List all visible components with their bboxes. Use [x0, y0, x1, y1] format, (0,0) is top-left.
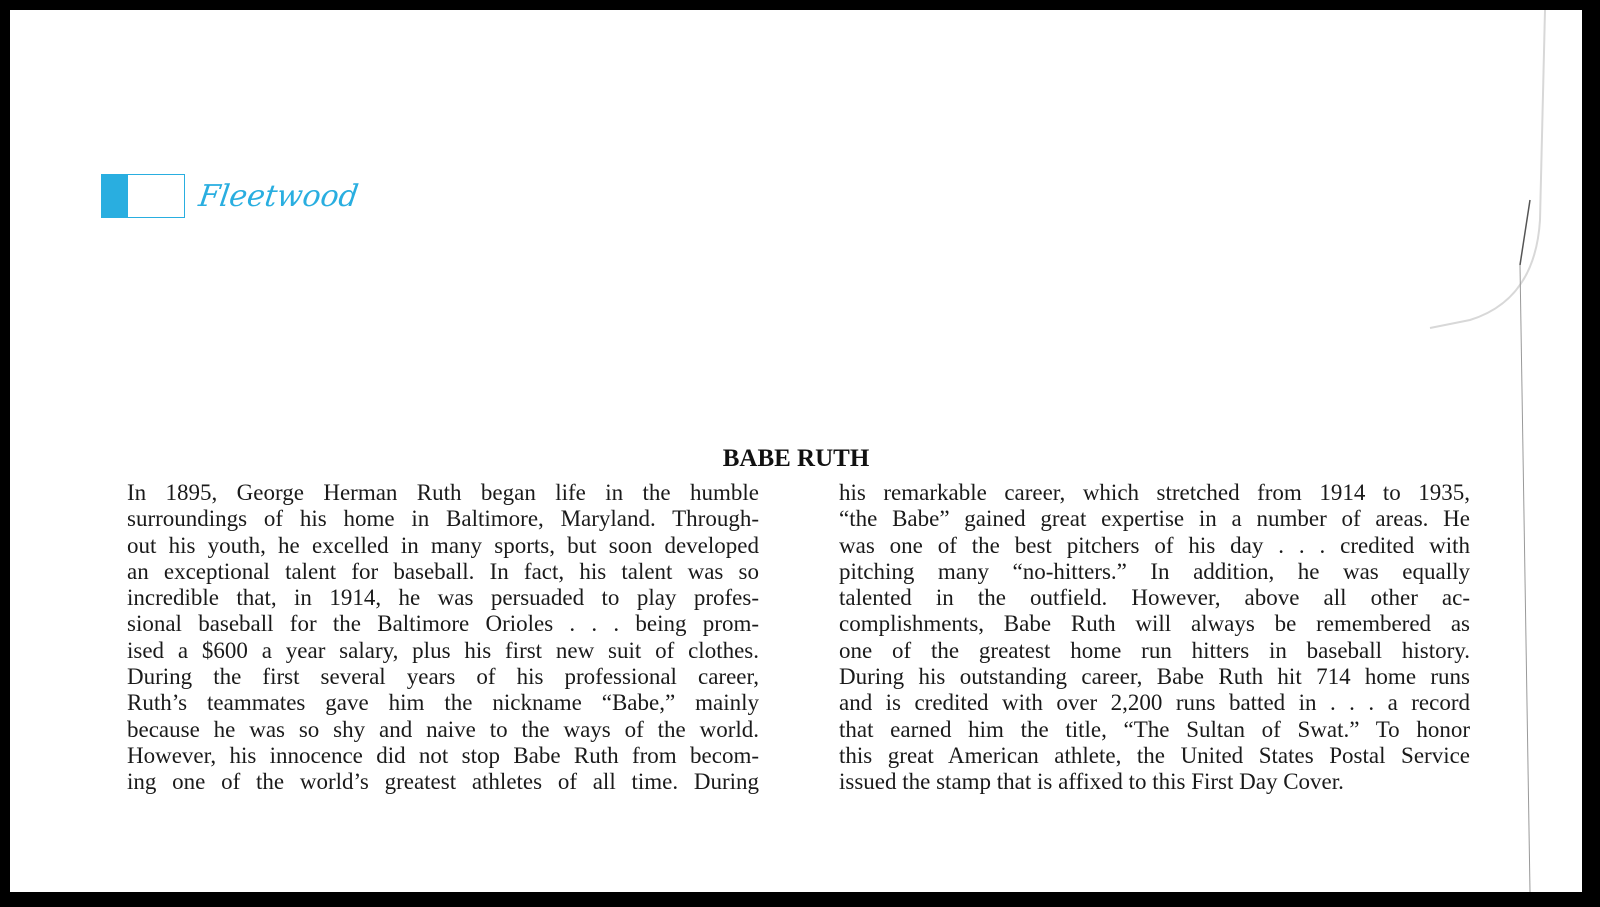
text-line: During the first several years of his professional career, [127, 664, 759, 690]
text-line: Ruth’s teammates gave him the nickname “Babe,” mainly [127, 690, 759, 716]
text-line: that earned him the title, “The Sultan of Swat.” To honor [839, 716, 1470, 742]
text-line: out his youth, he excelled in many sports, but soon developed [127, 532, 759, 558]
text-line: sional baseball for the Baltimore Orioles . . . being prom- [127, 611, 759, 637]
envelope-back [10, 10, 1582, 892]
logo-wordmark: Fleetwood [196, 178, 361, 214]
article-column-left [127, 480, 759, 796]
text-line: ing one of the world’s greatest athletes of all time. During [127, 769, 759, 795]
text-line: because he was so shy and naive to the ways of the world. [127, 716, 759, 742]
text-line: ised a $600 a year salary, plus his first new suit of clothes. [127, 637, 759, 663]
text-line: was one of the best pitchers of his day . . . credited with [839, 532, 1470, 558]
fleetwood-logo [101, 173, 361, 219]
text-line: In 1895, George Herman Ruth began life in the humble [127, 480, 759, 505]
text-line: pitching many “no-hitters.” In addition, he was equally [839, 558, 1470, 584]
text-line: complishments, Babe Ruth will always be remembered as [839, 611, 1470, 637]
text-line: one of the greatest home run hitters in baseball history. [839, 637, 1470, 663]
text-line: During his outstanding career, Babe Ruth hit 714 home runs [839, 664, 1470, 690]
text-line: this great American athlete, the United States Postal Service [839, 742, 1470, 768]
text-line: his remarkable career, which stretched from 1914 to 1935, [839, 480, 1470, 505]
text-line: “the Babe” gained great expertise in a number of areas. He [839, 506, 1470, 532]
logo-mark [101, 174, 185, 218]
text-line: However, his innocence did not stop Babe Ruth from becom- [127, 742, 759, 768]
text-line: issued the stamp that is affixed to this First Day Cover. [839, 769, 1344, 795]
text-line: and is credited with over 2,200 runs batted in . . . a record [839, 690, 1470, 716]
text-line: incredible that, in 1914, he was persuaded to play profes- [127, 585, 759, 611]
text-line: surroundings of his home in Baltimore, Maryland. Through- [127, 506, 759, 532]
article-column-right [839, 480, 1470, 796]
article-title: BABE RUTH [722, 445, 870, 472]
text-line: an exceptional talent for baseball. In fact, his talent was so [127, 558, 759, 584]
text-line: talented in the outfield. However, above all other ac- [839, 585, 1470, 611]
